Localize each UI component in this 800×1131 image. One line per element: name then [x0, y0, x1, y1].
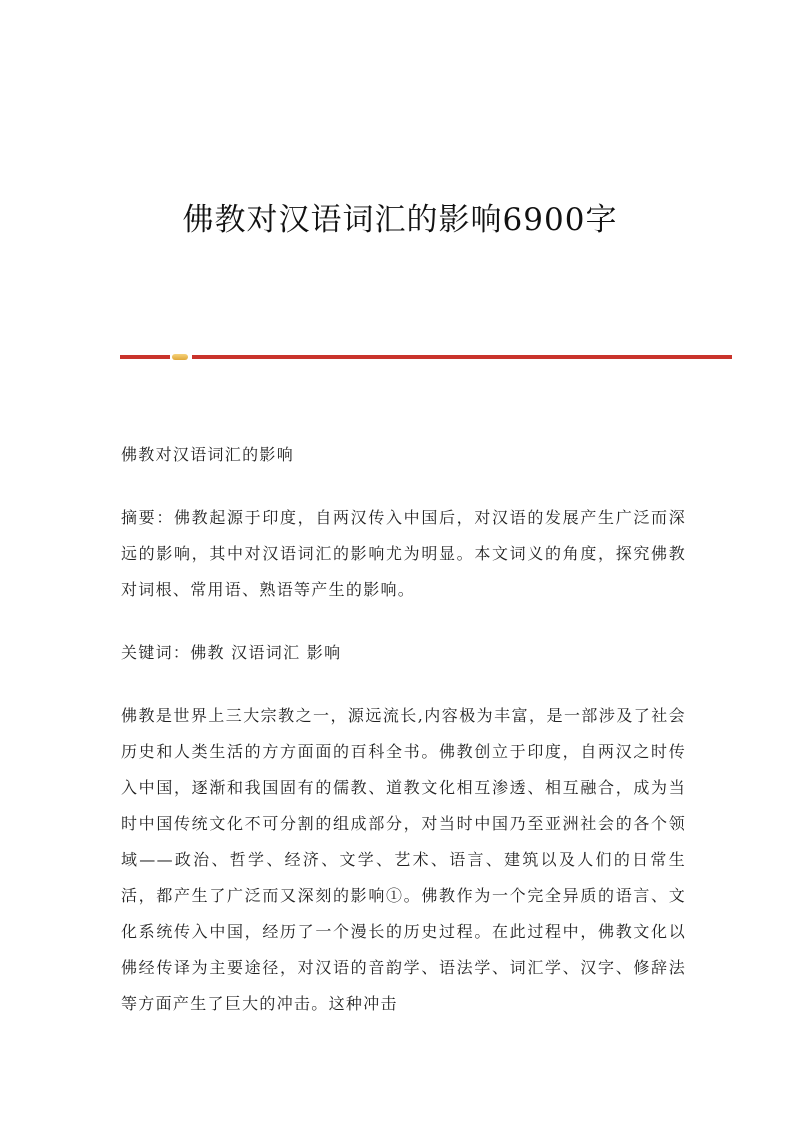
document-body: [121, 440, 686, 1022]
body-paragraph: 佛教是世界上三大宗教之一，源远流长,内容极为丰富，是一部涉及了社会历史和人类生活的方方面面的百科全书。佛教创立于印度，自两汉之时传入中国，逐渐和我国固有的儒教、道教文化相互渗透、相互融合，成为当时中国传统文化不可分割的组成部分，对当时中国乃至亚洲社会的各个领域——政治、哲学、经济、文学、艺术、语言、建筑以及人们的日常生活，都产生了广泛而又深刻的影响①。佛教作为一个完全异质的语言、文化系统传入中国，经历了一个漫长的历史过程。在此过程中，佛教文化以佛经传译为主要途径，对汉语的音韵学、语法学、词汇学、汉字、修辞法等方面产生了巨大的冲击。这种冲击: [121, 706, 686, 1013]
keywords-line: 关键词：佛教 汉语词汇 影响: [121, 643, 342, 662]
title-divider: [120, 355, 732, 359]
article-subtitle: 佛教对汉语词汇的影响: [121, 445, 295, 464]
abstract-paragraph: 摘要：佛教起源于印度，自两汉传入中国后，对汉语的发展产生广泛而深远的影响，其中对汉语词汇的影响尤为明显。本文词义的角度，探究佛教对词根、常用语、熟语等产生的影响。: [121, 508, 686, 599]
divider-bar-left: [120, 355, 170, 359]
divider-bar-right: [192, 355, 732, 359]
page-title: 佛教对汉语词汇的影响6900字: [182, 202, 618, 238]
divider-ornament: [172, 354, 188, 360]
